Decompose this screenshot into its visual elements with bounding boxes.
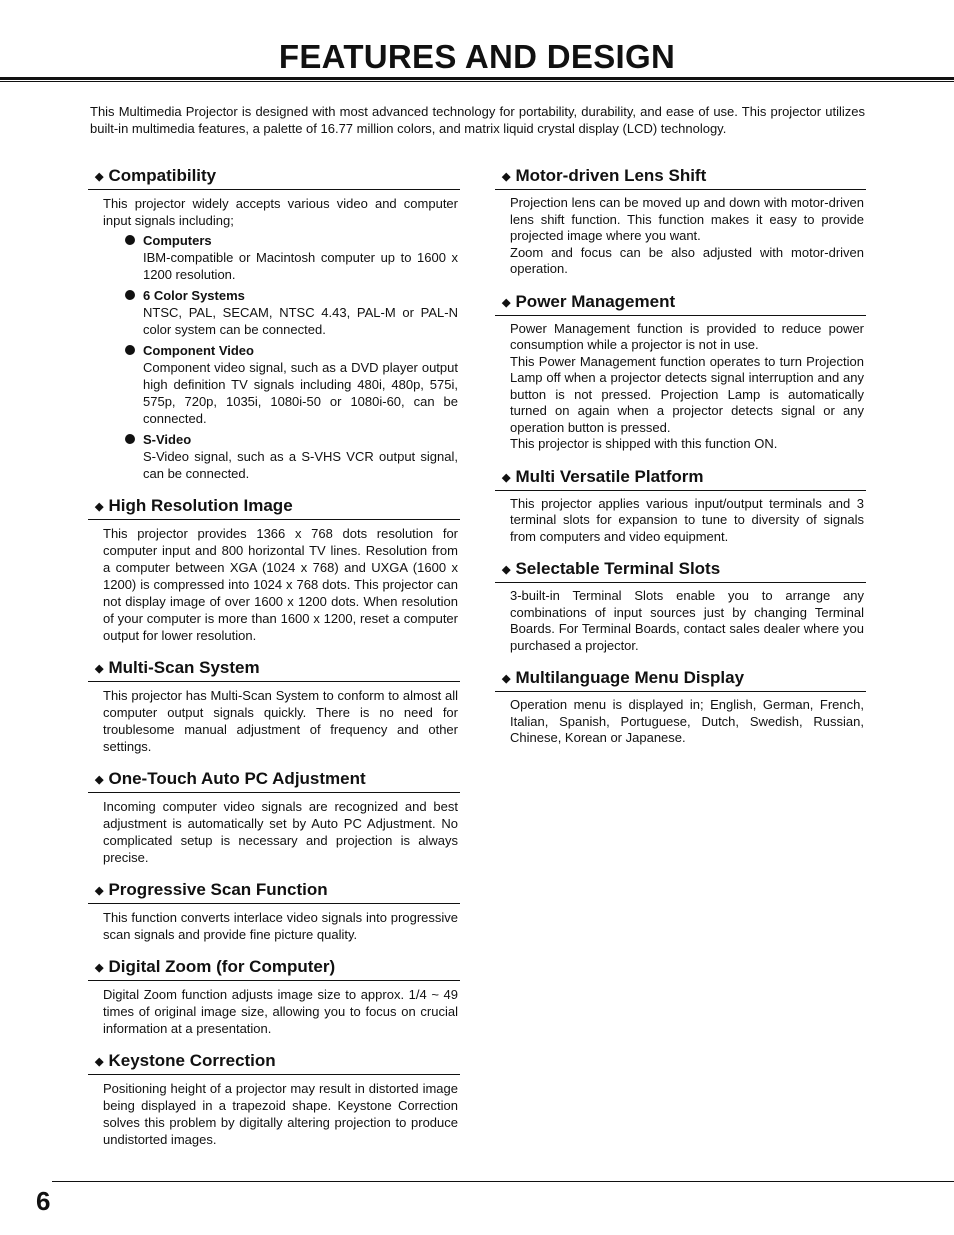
section-paragraph: This projector provides 1366 x 768 dots resolution for computer input and 800 horizontal TV lines. Resolution from a computer between XGA (1024 x 768) and UXGA (1600 x 1200) is compressed into 1024 x 768 dots. This projector can not display image of over 1600 x 1200 dots. When resolution of your computer is more than 1600 x 1200, reset a computer output for lower resolution. <box>103 526 458 643</box>
bullet-dot-icon <box>125 235 135 245</box>
diamond-icon: ◆ <box>502 171 511 183</box>
section-body <box>495 692 866 747</box>
section-heading-text: Power Management <box>515 291 676 311</box>
section-paragraph: Projection lens can be moved up and down with motor-driven lens shift function. This function makes it easy to provide projected image where you want. <box>510 195 864 243</box>
section-paragraph: Positioning height of a projector may result in distorted image being displayed in a trapezoid shape. Keystone Correction solves this problem by digitally altering projection to produce undistorted images. <box>103 1081 458 1147</box>
diamond-icon: ◆ <box>502 471 511 484</box>
section-body <box>88 520 460 644</box>
section-heading <box>88 1051 460 1075</box>
diamond-icon: ◆ <box>95 501 104 513</box>
section-paragraph: This projector applies various input/output terminals and 3 terminal slots for expansion to tune to diversity of signals from computers and video equipment. <box>510 495 864 544</box>
section-heading-text: High Resolution Image <box>108 496 293 515</box>
bullet-dot-icon <box>125 290 135 300</box>
section-heading-text: Multi-Scan System <box>108 658 260 677</box>
bullet-text: Component video signal, such as a DVD player output high definition TV signals including 480i, 480p, 575i, 575p, 720p, 1035i, 1080i-50 or 1080i-60, can be connected. <box>143 360 458 426</box>
bullet-item <box>103 342 458 427</box>
diamond-icon: ◆ <box>95 774 104 786</box>
section-body <box>88 981 460 1037</box>
section-heading <box>495 668 866 692</box>
bullet-title: Computers <box>143 233 212 248</box>
footer-rule <box>52 1181 954 1182</box>
section-selectable-terminal-slots <box>495 559 866 654</box>
section-heading <box>88 658 460 682</box>
section-heading <box>495 166 866 190</box>
section-heading <box>495 292 866 316</box>
section-paragraph: Power Management function is provided to reduce power consumption while a projector is not in use. <box>510 320 864 352</box>
section-paragraph: Operation menu is displayed in; English, German, French, Italian, Spanish, Portuguese, Dutch, Swedish, Russian, Chinese, Korean or Japanese. <box>510 697 864 745</box>
bullet-text: NTSC, PAL, SECAM, NTSC 4.43, PAL-M or PAL-N color system can be connected. <box>143 305 458 337</box>
right-column <box>495 166 866 761</box>
section-paragraph: Incoming computer video signals are recognized and best adjustment is automatically set by Auto PC Adjustment. No complicated setup is necessary and projection is always precise. <box>103 799 458 865</box>
bullet-text: IBM-compatible or Macintosh computer up to 1600 x 1200 resolution. <box>143 250 458 282</box>
bullet-dot-icon <box>125 434 135 444</box>
bullet-text: S-Video signal, such as a S-VHS VCR output signal, can be connected. <box>143 449 458 481</box>
section-heading <box>88 880 460 904</box>
bullet-item <box>103 232 458 283</box>
section-body <box>88 682 460 755</box>
diamond-icon: ◆ <box>95 962 104 974</box>
section-multilanguage-menu-display <box>495 668 866 747</box>
section-heading-text: Multilanguage Menu Display <box>515 668 745 687</box>
section-paragraph: 3-built-in Terminal Slots enable you to arrange any combinations of input sources just by changing Terminal Boards. For Terminal Boards, contact sales dealer where you purchased a projector. <box>510 588 864 653</box>
section-body <box>495 316 866 453</box>
bullet-title: 6 Color Systems <box>143 288 245 303</box>
section-body <box>495 190 866 278</box>
section-body <box>88 1075 460 1148</box>
section-paragraph: Zoom and focus can be also adjusted with motor-driven operation. <box>510 244 864 276</box>
section-one-touch-auto-pc-adjustment <box>88 769 460 866</box>
section-heading <box>88 166 460 190</box>
diamond-icon: ◆ <box>502 564 511 576</box>
section-paragraph: This Power Management function operates to turn Projection Lamp off when a projector detects signal interruption and any button is not pressed. Projection Lamp is automatically turned on again when a projector detects signal or any operation button is pressed. <box>510 353 864 435</box>
section-heading-text: Motor-driven Lens Shift <box>515 166 707 185</box>
section-heading-text: Digital Zoom (for Computer) <box>108 957 336 976</box>
section-high-resolution-image <box>88 496 460 644</box>
page-number: 6 <box>36 1186 51 1216</box>
section-heading-text: Keystone Correction <box>108 1051 276 1070</box>
section-paragraph: This projector has Multi-Scan System to conform to almost all computer output signals quickly. There is no need for troublesome manual adjustment of frequency and other settings. <box>103 688 458 754</box>
title-rule <box>0 77 954 82</box>
bullet-item <box>103 287 458 338</box>
section-heading <box>495 559 866 583</box>
bullet-list <box>103 232 458 482</box>
diamond-icon: ◆ <box>95 663 104 675</box>
section-compatibility <box>88 166 460 482</box>
section-multi-scan-system <box>88 658 460 755</box>
section-paragraph: This projector is shipped with this function ON. <box>510 436 778 451</box>
section-paragraph: This function converts interlace video signals into progressive scan signals and provide fine picture quality. <box>103 910 458 942</box>
section-motor-driven-lens-shift <box>495 166 866 278</box>
section-body <box>495 491 866 546</box>
section-body <box>88 190 460 482</box>
section-heading-text: Selectable Terminal Slots <box>515 559 721 578</box>
section-multi-versatile-platform <box>495 467 866 546</box>
diamond-icon: ◆ <box>502 673 511 685</box>
section-body <box>495 583 866 654</box>
section-heading <box>88 957 460 981</box>
bullet-dot-icon <box>125 345 135 355</box>
section-power-management <box>495 292 866 453</box>
section-heading <box>88 769 460 793</box>
diamond-icon: ◆ <box>95 885 104 897</box>
section-heading <box>88 496 460 520</box>
section-heading-text: Multi Versatile Platform <box>515 466 704 486</box>
section-heading-text: One-Touch Auto PC Adjustment <box>108 769 366 788</box>
bullet-item <box>103 431 458 482</box>
section-keystone-correction <box>88 1051 460 1148</box>
bullet-title: Component Video <box>143 343 254 358</box>
intro-paragraph: This Multimedia Projector is designed with most advanced technology for portability, durability, and ease of use. This projector utilizes built-in multimedia features, a palette of 16.77 million colors, and matrix liquid crystal display (LCD) technology. <box>90 104 865 136</box>
diamond-icon: ◆ <box>95 1056 104 1068</box>
diamond-icon: ◆ <box>95 171 104 183</box>
section-heading-text: Progressive Scan Function <box>108 880 328 899</box>
section-heading <box>495 467 866 491</box>
page-title: FEATURES AND DESIGN <box>278 38 676 75</box>
section-digital-zoom-for-computer <box>88 957 460 1037</box>
section-paragraph: Digital Zoom function adjusts image size to approx. 1/4 ~ 49 times of original image size, allowing you to focus on crucial information at a presentation. <box>103 987 458 1036</box>
section-body <box>88 793 460 866</box>
diamond-icon: ◆ <box>502 296 511 309</box>
section-progressive-scan-function <box>88 880 460 943</box>
bullet-title: S-Video <box>143 432 192 447</box>
section-heading-text: Compatibility <box>108 166 217 185</box>
section-body <box>88 904 460 943</box>
left-column <box>88 166 460 1162</box>
section-paragraph: This projector widely accepts various video and computer input signals including; <box>103 196 458 228</box>
